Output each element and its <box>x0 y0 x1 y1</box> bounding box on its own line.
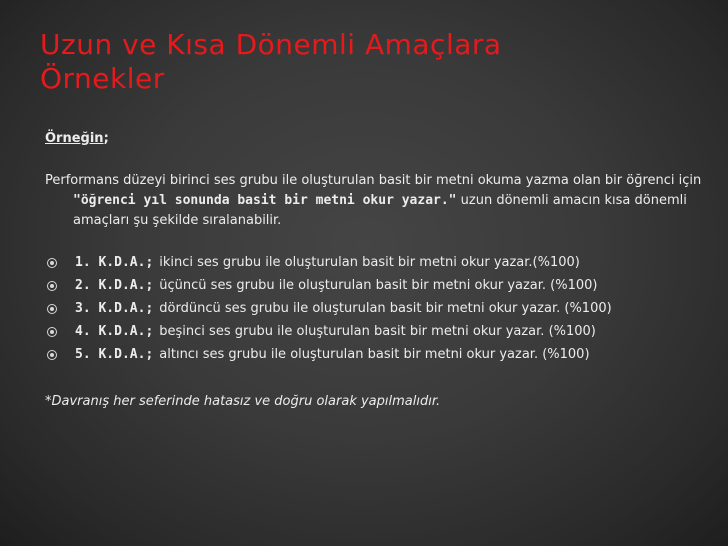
goal-text: ikinci ses grubu ile oluşturulan basit bir metni okur yazar.(%100) <box>159 255 580 270</box>
circle-dot-icon <box>45 350 69 360</box>
goal-text: dördüncü ses grubu ile oluşturulan basit bir metni okur yazar. (%100) <box>159 301 612 316</box>
goal-text: altıncı ses grubu ile oluşturulan basit bir metni okur yazar. (%100) <box>159 347 590 362</box>
circle-dot-icon <box>45 304 69 314</box>
example-label: Örneğin <box>45 131 104 146</box>
list-item <box>45 320 705 343</box>
goal-text: üçüncü ses grubu ile oluşturulan basit bir metni okur yazar. (%100) <box>159 278 598 293</box>
circle-dot-icon <box>45 258 69 268</box>
paragraph-before: Performans düzeyi birinci ses grubu ile oluşturulan basit bir metni okuma yazma olan bir öğrenci için <box>45 173 702 188</box>
slide-title-line-1: Uzun ve Kısa Dönemli Amaçlara <box>40 28 502 61</box>
goal-code: 2. K.D.A.; <box>75 278 154 293</box>
goal-code: 1. K.D.A.; <box>75 255 154 270</box>
list-item <box>45 297 705 320</box>
circle-dot-icon <box>45 281 69 291</box>
footnote: *Davranış her seferinde hatasız ve doğru olarak yapılmalıdır. <box>45 394 441 409</box>
goal-text: beşinci ses grubu ile oluşturulan basit bir metni okur yazar. (%100) <box>159 324 596 339</box>
goal-code: 3. K.D.A.; <box>75 301 154 316</box>
list-item <box>45 274 705 297</box>
example-heading <box>45 131 705 146</box>
slide-body <box>45 131 705 409</box>
intro-paragraph <box>45 171 705 231</box>
slide-title-line-2: Örnekler <box>40 62 165 95</box>
example-suffix: ; <box>103 131 109 146</box>
list-item <box>45 343 705 366</box>
goal-code: 4. K.D.A.; <box>75 324 154 339</box>
slide-title <box>40 28 680 96</box>
list-item <box>45 251 705 274</box>
paragraph-quote: "öğrenci yıl sonunda basit bir metni okur yazar." <box>73 193 457 208</box>
goal-code: 5. K.D.A.; <box>75 347 154 362</box>
goal-list <box>45 251 705 366</box>
paragraph-after: uzun dönemli amacın kısa dönemli amaçları şu şekilde sıralanabilir. <box>73 193 687 228</box>
circle-dot-icon <box>45 327 69 337</box>
